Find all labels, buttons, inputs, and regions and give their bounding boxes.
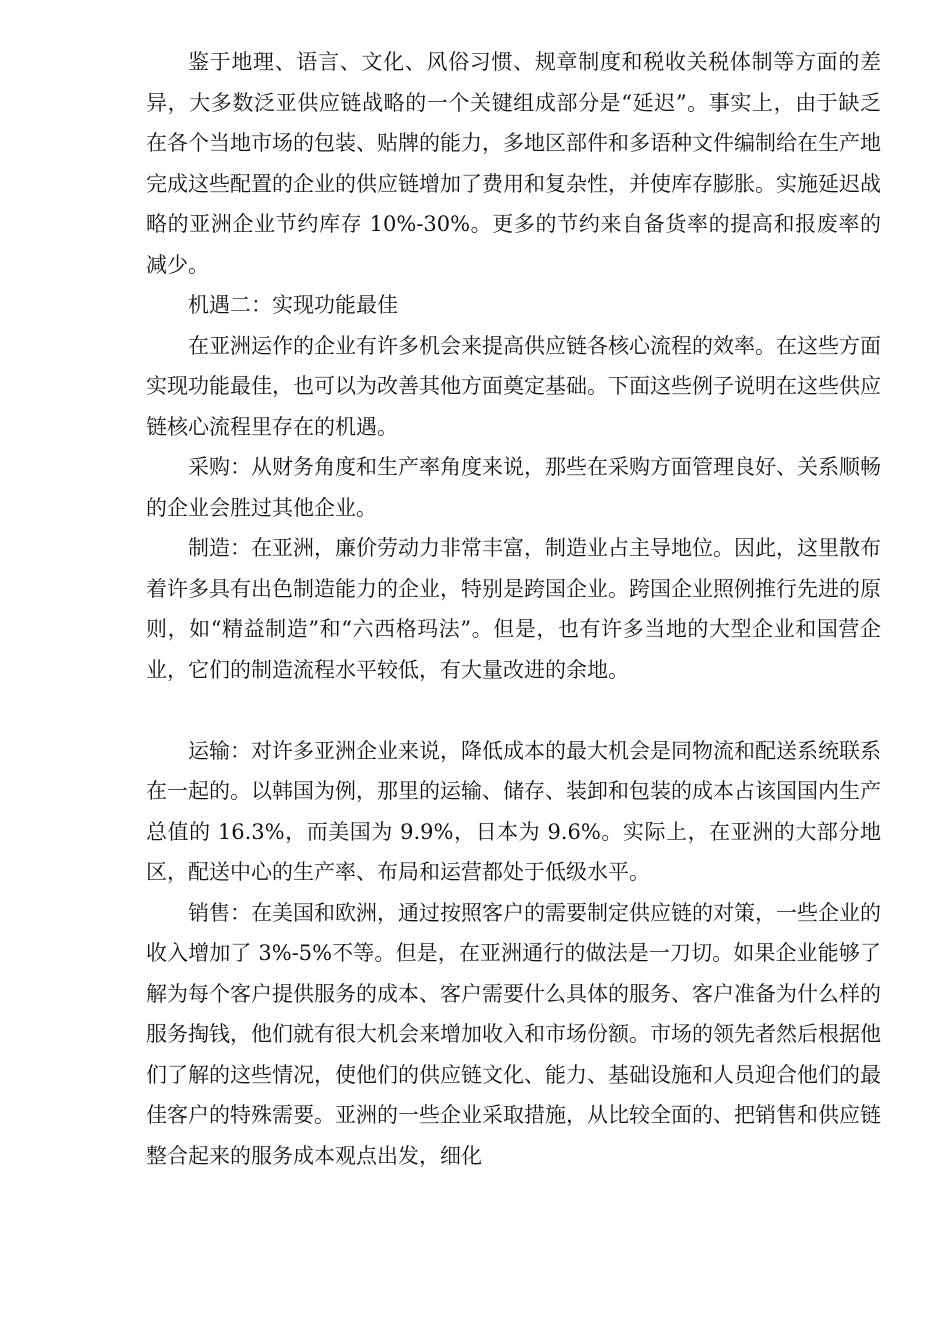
section-heading-opportunity-two: 机遇二：实现功能最佳 [188,293,398,317]
paragraph-gap [146,690,881,731]
paragraph-procurement: 采购：从财务角度和生产率角度来说，那些在采购方面管理良好、关系顺畅的企业会胜过其他企业。 [146,455,881,520]
paragraph-core-processes: 在亚洲运作的企业有许多机会来提高供应链各核心流程的效率。在这些方面实现功能最佳，也可以为改善其他方面奠定基础。下面这些例子说明在这些供应链核心流程里存在的机遇。 [146,333,881,439]
document-page [146,42,881,1176]
paragraph-transportation: 运输：对许多亚洲企业来说，降低成本的最大机会是同物流和配送系统联系在一起的。以韩国为例，那里的运输、储存、装卸和包装的成本占该国国内生产总值的 16.3%，而美国为 9.9%，日本为 9.6%。实际上，在亚洲的大部分地区，配送中心的生产率、布局和运营都处于低级水平。 [146,738,881,884]
paragraph-manufacturing: 制造：在亚洲，廉价劳动力非常丰富，制造业占主导地位。因此，这里散布着许多具有出色制造能力的企业，特别是跨国企业。跨国企业照例推行先进的原则，如“精益制造”和“六西格玛法”。但是，也有许多当地的大型企业和国营企业，它们的制造流程水平较低，有大量改进的余地。 [146,536,881,682]
paragraph-sales: 销售：在美国和欧洲，通过按照客户的需要制定供应链的对策，一些企业的收入增加了 3%-5%不等。但是，在亚洲通行的做法是一刀切。如果企业能够了解为每个客户提供服务的成本、客户需要什么具体的服务、客户准备为什么样的服务掏钱，他们就有很大机会来增加收入和市场份额。市场的领先者然后根据他们了解的这些情况，使他们的供应链文化、能力、基础设施和人员迎合他们的最佳客户的特殊需要。亚洲的一些企业采取措施，从比较全面的、把销售和供应链整合起来的服务成本观点出发，细化 [146,900,881,1168]
paragraph-postponement: 鉴于地理、语言、文化、风俗习惯、规章制度和税收关税体制等方面的差异，大多数泛亚供应链战略的一个关键组成部分是“延迟”。事实上，由于缺乏在各个当地市场的包装、贴牌的能力，多地区部件和多语种文件编制给在生产地完成这些配置的企业的供应链增加了费用和复杂性，并使库存膨胀。实施延迟战略的亚洲企业节约库存 10%-30%。更多的节约来自备货率的提高和报废率的减少。 [146,50,881,277]
